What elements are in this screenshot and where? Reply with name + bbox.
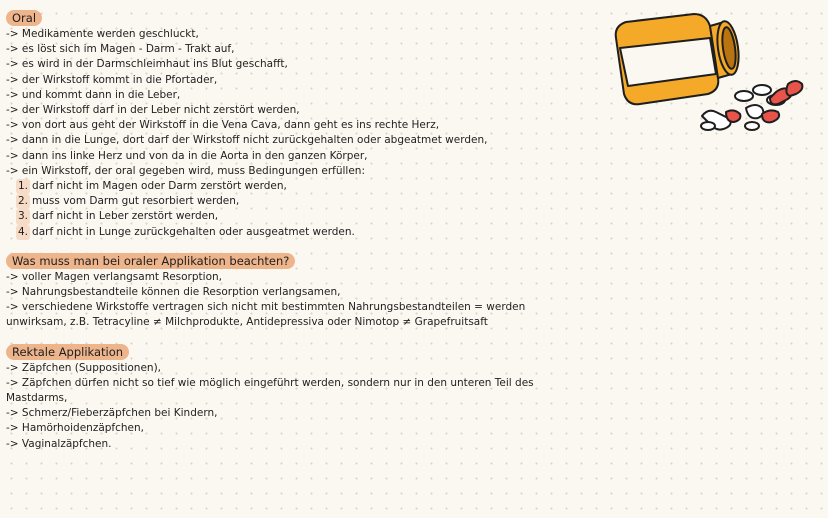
condition-text: darf nicht in Lunge zurückgehalten oder ausgeatmet werden. [32, 225, 355, 238]
section-oral [6, 7, 566, 240]
notes-content [6, 7, 566, 462]
condition-number: 2. [16, 194, 30, 209]
note-line: -> voller Magen verlangsamt Resorption, [6, 270, 222, 283]
section-heading-oral: Oral [6, 10, 42, 26]
note-line: -> Vaginalzäpfchen. [6, 437, 112, 450]
section-rectal [6, 341, 566, 452]
note-line: -> Schmerz/Fieberzäpfchen bei Kindern, [6, 407, 218, 420]
note-line: -> Medikamente werden geschluckt, [6, 28, 199, 40]
condition-number: 3. [16, 209, 30, 224]
note-line: -> ein Wirkstoff, der oral gegeben wird, muss Bedingungen erfüllen: [6, 164, 366, 177]
note-line: -> Zäpfchen dürfen nicht so tief wie möglich eingeführt werden, sondern nur in den unteren Teil des Mastdarms, [6, 376, 534, 405]
note-line: -> es wird in der Darmschleimhaut ins Blut geschafft, [6, 58, 288, 71]
condition-text: darf nicht in Leber zerstört werden, [32, 210, 219, 223]
note-line: -> Zäpfchen (Suppositionen), [6, 361, 162, 374]
condition-number: 4. [16, 225, 30, 240]
note-line: -> der Wirkstoff kommt in die Pfortader, [6, 73, 218, 86]
condition-item [6, 194, 566, 209]
section-heading-oral-notes: Was muss man bei oraler Applikation beachten? [6, 253, 295, 269]
condition-item [6, 225, 566, 240]
note-line: -> es löst sich im Magen - Darm - Trakt auf, [6, 43, 235, 56]
condition-text: darf nicht im Magen oder Darm zerstört werden, [32, 180, 287, 193]
condition-number: 1. [16, 179, 30, 194]
note-line: -> dann in die Lunge, dort darf der Wirkstoff nicht zurückgehalten oder abgeatmet werden, [6, 134, 488, 147]
note-line: -> Nahrungsbestandteile können die Resorption verlangsamen, [6, 286, 341, 299]
note-line: -> der Wirkstoff darf in der Leber nicht zerstört werden, [6, 104, 300, 117]
section-heading-rectal: Rektale Applikation [6, 344, 129, 360]
note-line: -> von dort aus geht der Wirkstoff in die Vena Cava, dann geht es ins rechte Herz, [6, 119, 440, 132]
note-line: -> Hamörhoidenzäpfchen, [6, 422, 145, 435]
condition-text: muss vom Darm gut resorbiert werden, [32, 195, 240, 208]
note-line: -> und kommt dann in die Leber, [6, 88, 181, 101]
note-line: -> dann ins linke Herz und von da in die Aorta in den ganzen Körper, [6, 149, 368, 162]
condition-item [6, 179, 566, 194]
section-oral-notes [6, 250, 566, 331]
note-line: -> verschiedene Wirkstoffe vertragen sich nicht mit bestimmten Nahrungsbestandteilen = werden unwirksam, z.B. Tetracyline ≠ Milchprodukte, Antidepressiva oder Nimotop ≠ Grapefruitsaft [6, 301, 526, 329]
condition-item [6, 209, 566, 224]
pill-bottle-icon [606, 8, 806, 136]
